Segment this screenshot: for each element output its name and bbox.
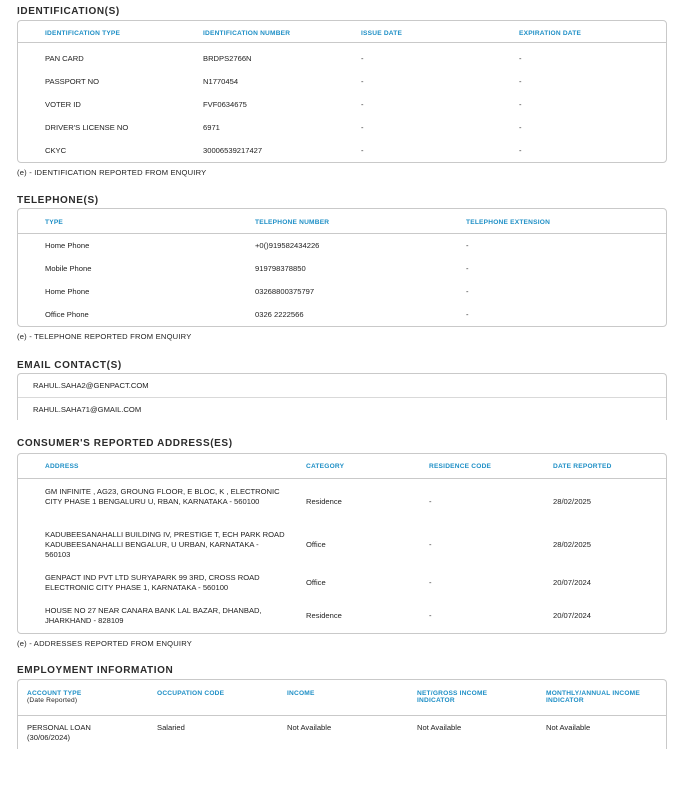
identification-note: (e) - IDENTIFICATION REPORTED FROM ENQUIRY — [17, 168, 207, 177]
id-issue-cell: - — [361, 123, 364, 132]
id-number-cell: BRDPS2766N — [203, 54, 252, 63]
phone-number-cell: +0()919582434226 — [255, 241, 320, 250]
income-cell: Not Available — [287, 723, 332, 732]
id-type-cell: PAN CARD — [45, 54, 84, 63]
col-account-type — [27, 690, 81, 704]
email-item: RAHUL.SAHA2@GENPACT.COM — [33, 381, 149, 390]
address-cell: GM INFINITE , AG23, GROUNG FLOOR, E BLOC, K , ELECTRONIC CITY PHASE 1 BENGALURU U, RBAN, KARNATAKA - 560100 — [45, 487, 280, 506]
address-title: CONSUMER'S REPORTED ADDRESS(ES) — [17, 438, 233, 449]
occupation-cell: Salaried — [157, 723, 185, 732]
address-cell: KADUBEESANAHALLI BUILDING IV, PRESTIGE T, ECH PARK ROAD KADUBEESANAHALLI BENGALUR, U URBAN, KARNATAKA - 560103 — [45, 530, 285, 559]
id-expiry-cell: - — [519, 77, 522, 86]
telephone-header — [18, 209, 666, 234]
date-reported-cell: 28/02/2025 — [553, 497, 592, 506]
employment-table — [17, 679, 667, 749]
date-reported-cell: 20/07/2024 — [553, 578, 592, 587]
phone-ext-cell: - — [466, 287, 469, 296]
address-table — [17, 453, 667, 634]
col-identification-number: IDENTIFICATION NUMBER — [203, 30, 291, 37]
employment-title: EMPLOYMENT INFORMATION — [17, 665, 174, 676]
col-monthly-annual-indicator: MONTHLY/ANNUAL INCOME INDICATOR — [546, 690, 640, 704]
col-occupation-code: OCCUPATION CODE — [157, 690, 225, 697]
id-expiry-cell: - — [519, 100, 522, 109]
id-issue-cell: - — [361, 100, 364, 109]
account-type-cell — [27, 723, 91, 743]
account-date-value: (30/06/2024) — [27, 733, 71, 742]
id-issue-cell: - — [361, 54, 364, 63]
id-issue-cell: - — [361, 146, 364, 155]
col-issue-date: ISSUE DATE — [361, 30, 403, 37]
account-type-header-label: ACCOUNT TYPE — [27, 690, 82, 697]
category-cell: Office — [306, 540, 326, 549]
phone-ext-cell: - — [466, 241, 469, 250]
category-cell: Residence — [306, 497, 342, 506]
telephone-note: (e) - TELEPHONE REPORTED FROM ENQUIRY — [17, 332, 192, 341]
address-note: (e) - ADDRESSES REPORTED FROM ENQUIRY — [17, 639, 193, 648]
residence-code-cell: - — [429, 540, 432, 549]
category-cell: Office — [306, 578, 326, 587]
col-category: CATEGORY — [306, 463, 345, 470]
employment-header — [18, 680, 666, 716]
phone-type-cell: Home Phone — [45, 287, 90, 296]
phone-type-cell: Mobile Phone — [45, 264, 92, 273]
id-expiry-cell: - — [519, 146, 522, 155]
id-type-cell: VOTER ID — [45, 100, 81, 109]
monthly-annual-cell: Not Available — [546, 723, 591, 732]
residence-code-cell: - — [429, 611, 432, 620]
date-reported-cell: 28/02/2025 — [553, 540, 592, 549]
address-cell: HOUSE NO 27 NEAR CANARA BANK LAL BAZAR, DHANBAD, JHARKHAND - 828109 — [45, 606, 262, 625]
phone-type-cell: Office Phone — [45, 310, 89, 319]
identification-title: IDENTIFICATION(S) — [17, 6, 120, 17]
id-expiry-cell: - — [519, 54, 522, 63]
id-number-cell: FVF0634675 — [203, 100, 247, 109]
col-income: INCOME — [287, 690, 315, 697]
id-number-cell: 6971 — [203, 123, 220, 132]
email-item: RAHUL.SAHA71@GMAIL.COM — [33, 405, 142, 414]
col-address: ADDRESS — [45, 463, 79, 470]
phone-number-cell: 919798378850 — [255, 264, 306, 273]
email-table — [17, 373, 667, 420]
net-gross-cell: Not Available — [417, 723, 462, 732]
col-telephone-number: TELEPHONE NUMBER — [255, 219, 330, 226]
date-reported-sublabel: (Date Reported) — [27, 697, 78, 704]
date-reported-cell: 20/07/2024 — [553, 611, 592, 620]
address-header — [18, 454, 666, 479]
id-type-cell: CKYC — [45, 146, 67, 155]
account-type-value: PERSONAL LOAN — [27, 723, 91, 732]
phone-ext-cell: - — [466, 264, 469, 273]
id-expiry-cell: - — [519, 123, 522, 132]
id-number-cell: 30006539217427 — [203, 146, 263, 155]
id-type-cell: PASSPORT NO — [45, 77, 100, 86]
telephone-table — [17, 208, 667, 327]
col-date-reported: DATE REPORTED — [553, 463, 612, 470]
col-telephone-extension: TELEPHONE EXTENSION — [466, 219, 551, 226]
phone-number-cell: 0326 2222566 — [255, 310, 304, 319]
col-type: TYPE — [45, 219, 64, 226]
phone-type-cell: Home Phone — [45, 241, 90, 250]
email-title: EMAIL CONTACT(S) — [17, 360, 122, 371]
id-issue-cell: - — [361, 77, 364, 86]
col-expiration-date: EXPIRATION DATE — [519, 30, 582, 37]
address-cell: GENPACT IND PVT LTD SURYAPARK 99 3RD, CROSS ROAD ELECTRONIC CITY PHASE 1, KARNATAKA - 560100 — [45, 573, 260, 592]
telephone-title: TELEPHONE(S) — [17, 195, 99, 206]
col-identification-type: IDENTIFICATION TYPE — [45, 30, 121, 37]
residence-code-cell: - — [429, 578, 432, 587]
col-residence-code: RESIDENCE CODE — [429, 463, 492, 470]
col-net-gross-indicator: NET/GROSS INCOME INDICATOR — [417, 690, 488, 704]
id-number-cell: N1770454 — [203, 77, 239, 86]
email-divider — [18, 397, 666, 398]
category-cell: Residence — [306, 611, 342, 620]
phone-number-cell: 03268800375797 — [255, 287, 315, 296]
id-type-cell: DRIVER'S LICENSE NO — [45, 123, 129, 132]
residence-code-cell: - — [429, 497, 432, 506]
phone-ext-cell: - — [466, 310, 469, 319]
identification-header — [18, 21, 666, 43]
identification-table — [17, 20, 667, 163]
